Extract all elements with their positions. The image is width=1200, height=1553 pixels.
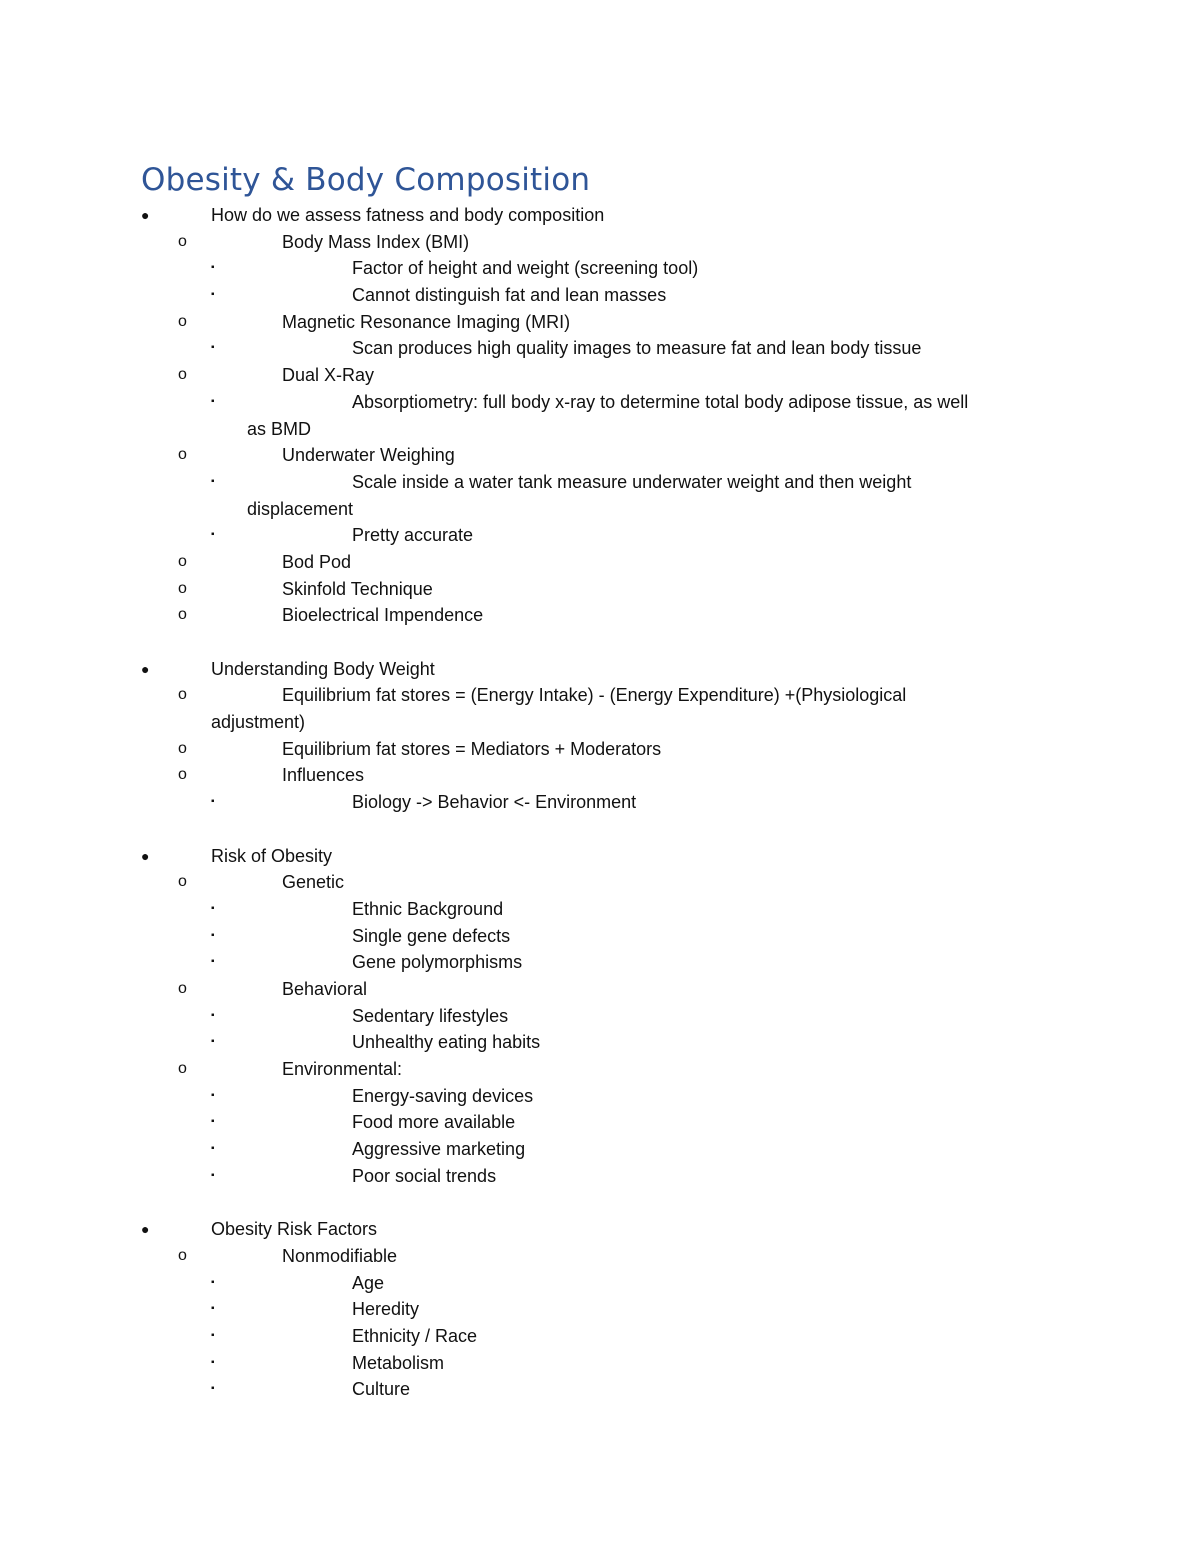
list-item-text: Energy-saving devices [352,1085,534,1106]
list-item-text: Ethnicity / Race [352,1325,478,1346]
list-item-text: Underwater Weighing [282,445,455,466]
bullet-square-icon: ▪ [211,1169,215,1181]
list-item-level-1 [0,656,1200,683]
list-item-level-3 [0,335,1200,362]
bullet-circle-icon: o [178,552,187,570]
list-item-level-2 [0,1056,1200,1083]
bullet-square-icon: ▪ [211,1329,215,1341]
blank-line [0,816,1200,843]
list-item-text: Skinfold Technique [282,578,433,599]
list-item-text: Age [352,1272,385,1293]
list-item-text: Gene polymorphisms [352,952,523,973]
bullet-dot-icon: ● [141,660,150,677]
list-item-text: Environmental: [282,1059,403,1079]
list-item-level-2 [0,869,1200,896]
list-item-level-2 [0,602,1200,629]
list-item-text: Magnetic Resonance Imaging (MRI) [282,311,571,332]
list-item-text: Bod Pod [282,551,352,572]
list-item-text: Absorptiometry: full body x-ray to determine total body adipose tissue, as well [352,391,969,412]
list-item-level-3 [0,1029,1200,1056]
list-item-text: Ethnic Background [352,898,504,919]
list-item-text: displacement [247,498,354,519]
bullet-circle-icon: o [178,766,187,784]
list-item-level-3 [0,1376,1200,1403]
bullet-square-icon: ▪ [211,1356,215,1368]
list-item-level-2 [0,229,1200,256]
list-item-level-1 [0,202,1200,229]
document-title: Obesity & Body Composition [141,162,591,198]
bullet-square-icon: ▪ [211,1143,215,1155]
list-item-text: Unhealthy eating habits [352,1032,541,1053]
list-item-level-1 [0,843,1200,870]
bullet-circle-icon: o [178,739,187,757]
bullet-circle-icon: o [178,232,187,250]
list-item-text: Food more available [352,1112,516,1133]
blank-line [0,1189,1200,1216]
list-item-level-3 [0,282,1200,309]
list-item-text: Factor of height and weight (screening tool) [352,258,699,279]
list-item-level-2 [0,1243,1200,1270]
list-item-level-3 [0,1136,1200,1163]
list-item-text: Influences [282,765,365,786]
list-item-text: as BMD [247,418,312,439]
bullet-square-icon: ▪ [211,475,215,487]
list-item-text: How do we assess fatness and body composition [211,205,605,225]
list-item-text: Scan produces high quality images to measure fat and lean body tissue [352,338,922,359]
bullet-dot-icon: ● [141,1221,150,1238]
list-item-text: Cannot distinguish fat and lean masses [352,285,667,306]
bullet-circle-icon: o [178,606,187,624]
bullet-dot-icon: ● [141,207,150,223]
list-item-text: Poor social trends [352,1165,497,1186]
bullet-circle-icon: o [178,873,187,891]
list-item-text: Scale inside a water tank measure underwater weight and then weight [352,471,912,492]
list-item-continuation [0,709,1200,736]
bullet-square-icon: ▪ [211,1303,215,1315]
list-item-text: Pretty accurate [352,525,474,546]
bullet-square-icon: ▪ [211,956,215,968]
list-item-level-3 [0,1083,1200,1110]
list-item-level-3 [0,469,1200,496]
bullet-square-icon: ▪ [211,1009,215,1021]
bullet-square-icon: ▪ [211,395,215,407]
bullet-square-icon: ▪ [211,902,215,914]
list-item-text: adjustment) [211,712,306,733]
list-item-level-2 [0,762,1200,789]
list-item-level-3 [0,1323,1200,1350]
list-item-text: Heredity [352,1299,420,1320]
bullet-circle-icon: o [178,1246,187,1264]
list-item-level-2 [0,976,1200,1003]
list-item-level-2 [0,549,1200,576]
list-item-level-2 [0,309,1200,336]
list-item-level-1 [0,1216,1200,1243]
list-item-level-3 [0,1350,1200,1377]
bullet-square-icon: ▪ [211,342,215,354]
bullet-square-icon: ▪ [211,1089,215,1101]
list-item-text: Bioelectrical Impendence [282,605,484,626]
bullet-circle-icon: o [178,312,187,330]
bullet-square-icon: ▪ [211,1276,215,1288]
bullet-dot-icon: ● [141,847,150,864]
list-item-text: Risk of Obesity [211,845,333,866]
list-item-level-3 [0,789,1200,816]
list-item-text: Body Mass Index (BMI) [282,231,470,252]
list-item-level-2 [0,442,1200,469]
list-item-text: Biology -> Behavior <- Environment [352,792,637,813]
list-item-continuation [0,416,1200,443]
list-item-text: Equilibrium fat stores = (Energy Intake) - (Energy Expenditure) +(Physiological [282,685,907,706]
list-item-text: Understanding Body Weight [211,658,435,679]
list-item-level-3 [0,1296,1200,1323]
list-item-level-2 [0,682,1200,709]
blank-line [0,629,1200,656]
outline-list [0,202,1200,1403]
list-item-text: Equilibrium fat stores = Mediators + Moderators [282,738,662,759]
list-item-level-2 [0,576,1200,603]
list-item-text: Nonmodifiable [282,1245,398,1266]
list-item-text: Obesity Risk Factors [211,1219,378,1240]
list-item-level-3 [0,1163,1200,1190]
bullet-square-icon: ▪ [211,1036,215,1048]
list-item-level-3 [0,1003,1200,1030]
list-item-text: Single gene defects [352,925,511,946]
list-item-level-3 [0,896,1200,923]
list-item-level-3 [0,1270,1200,1297]
list-item-continuation [0,496,1200,523]
bullet-square-icon: ▪ [211,1116,215,1128]
list-item-text: Culture [352,1379,411,1400]
list-item-text: Behavioral [282,978,368,999]
bullet-circle-icon: o [178,579,187,597]
list-item-level-3 [0,522,1200,549]
list-item-text: Aggressive marketing [352,1139,526,1160]
bullet-square-icon: ▪ [211,262,215,274]
list-item-level-2 [0,362,1200,389]
list-item-level-3 [0,949,1200,976]
bullet-square-icon: ▪ [211,289,215,301]
list-item-level-3 [0,255,1200,282]
bullet-square-icon: ▪ [211,1383,215,1395]
bullet-circle-icon: o [178,366,187,384]
bullet-circle-icon: o [178,686,187,704]
bullet-square-icon: ▪ [211,529,215,541]
list-item-level-3 [0,389,1200,416]
bullet-square-icon: ▪ [211,929,215,941]
bullet-circle-icon: o [178,1060,187,1077]
list-item-level-3 [0,923,1200,950]
list-item-level-2 [0,736,1200,763]
list-item-text: Genetic [282,872,345,893]
bullet-circle-icon: o [178,446,187,464]
list-item-text: Sedentary lifestyles [352,1005,509,1026]
bullet-circle-icon: o [178,979,187,997]
list-item-text: Dual X-Ray [282,365,375,386]
list-item-level-3 [0,1109,1200,1136]
list-item-text: Metabolism [352,1352,445,1373]
bullet-square-icon: ▪ [211,796,215,808]
